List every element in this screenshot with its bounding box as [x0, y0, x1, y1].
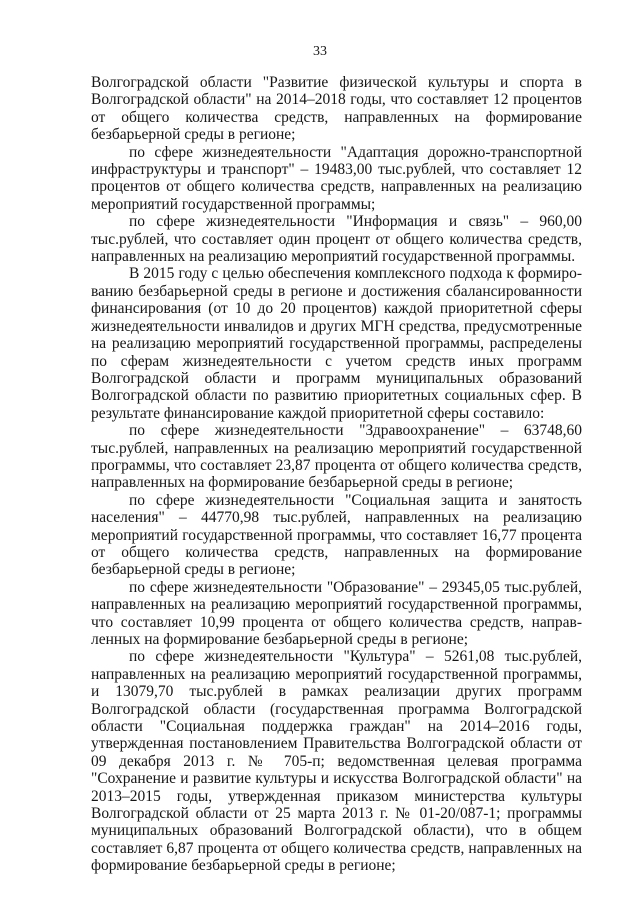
paragraph-sport-continuation: Волгоградской области "Развитие физической культуры и спорта в Волгоградской области" на 2014–2018 годы, что составляет 12 процентов от общего количества средств, направленных на формирование безбарьерной среды в регионе;	[91, 74, 582, 144]
paragraph-2015-approach: В 2015 году с целью обеспечения комплексного подхода к формированию безбарьерной среды в регионе и достижения сбалансированности финансирования (от 10 до 20 процентов) каждой приоритетной сферы жизнедеятельности инвалидов и других МГН средства, предусмотренные на реализацию мероприятий государственной программы, распределены по сферам жизнедеятельности с учетом средств иных программ Волгоградской области и программ муниципальных образований Волгоградской области по развитию приоритетных социальных сфер. В результате финансирование каждой приоритетной сферы составило:	[91, 265, 582, 422]
paragraph-education: по сфере жизнедеятельности "Образование" – 29345,05 тыс.рублей, направленных на реализацию мероприятий государственной программы, что составляет 10,99 процента от общего количества средств, направленных на формирование безбарьерной среды в регионе;	[91, 578, 582, 648]
paragraph-social-protection: по сфере жизнедеятельности "Социальная защита и занятость населения" – 44770,98 тыс.рублей, направленных на реализацию мероприятий государственной программы, что составляет 16,77 процента от общего количества средств, направленных на формирование безбарьерной среды в регионе;	[91, 491, 582, 579]
paragraph-culture: по сфере жизнедеятельности "Культура" – 5261,08 тыс.рублей, направленных на реализацию мероприятий государственной программы, и 13079,70 тыс.рублей в рамках реализации других программ Волгоградской области (государственная программа Волгоградской области "Социальная поддержка граждан" на 2014–2016 годы, утвержденная постановлением Правительства Волгоградской области от 09 декабря 2013 г. № 705-п; ведомственная целевая программа "Сохранение и развитие культуры и искусства Волгоградской области" на 2013–2015 годы, утвержденная приказом министерства культуры Волгоградской области от 25 марта 2013 г. № 01-20/087-1; программы муниципальных образований Волгоградской области), что в общем составляет 6,87 процента от общего количества средств, направленных на формирование безбарьерной среды в регионе;	[91, 648, 582, 875]
page-number: 33	[313, 44, 327, 59]
document-body	[91, 74, 582, 875]
paragraph-transport: по сфере жизнедеятельности "Адаптация дорожно-транспортной инфраструктуры и транспорт" – 19483,00 тыс.рублей, что составляет 12 процентов от общего количества средств, направленных на реализацию мероприятий государственной программы;	[91, 143, 582, 213]
paragraph-information: по сфере жизнедеятельности "Информация и связь" – 960,00 тыс.рублей, что составляет один процент от общего количества средств, направленных на реализацию мероприятий государственной программы.	[91, 213, 582, 266]
paragraph-healthcare: по сфере жизнедеятельности "Здравоохранение" – 63748,60 тыс.рублей, направленных на реализацию мероприятий государственной программы, что составляет 23,87 процента от общего количества средств, направленных на формирование безбарьерной среды в регионе;	[91, 422, 582, 492]
